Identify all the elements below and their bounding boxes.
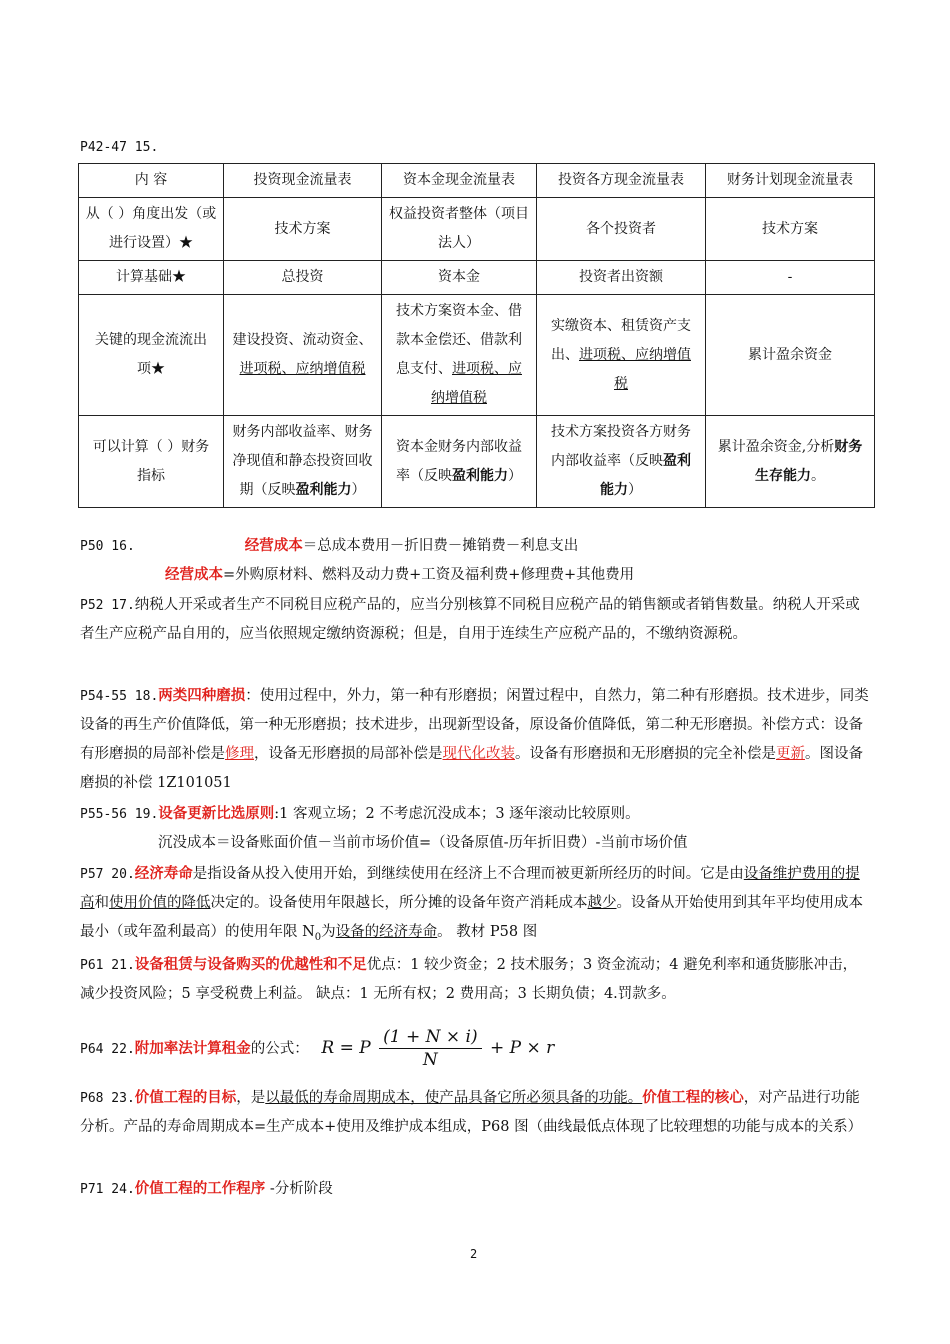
note-19: [80, 799, 870, 829]
note-text: ，是: [236, 1090, 266, 1106]
underlined-text: 以最低的寿命周期成本，使产品具备它所必须具备的功能。: [265, 1090, 643, 1106]
note-text: 是指设备从投入使用开始，到继续使用在经济上不合理而被更新所经历的时间。它是由: [192, 866, 744, 882]
cell-text: 建设投资、流动资金、: [232, 332, 373, 348]
formula-denominator: N: [422, 1050, 438, 1070]
table-header-cell: 投资现金流量表: [224, 164, 382, 198]
note-text: 决定的。设备使用年限越长，所分摊的设备年资产消耗成本: [210, 895, 588, 911]
note-ref: P71 24.: [80, 1182, 135, 1197]
highlight-term: 修理: [225, 746, 254, 762]
table-cell: 权益投资者整体（项目法人）: [382, 198, 537, 261]
key-term: 经营成本: [244, 537, 303, 554]
table-cell: [224, 295, 382, 416]
page-number: 2: [470, 1247, 478, 1261]
key-term: 经济寿命: [134, 865, 193, 882]
note-text: 优点：1 较少资金；2 技术服务；3 资金流动；4 避免利率和通货膨胀冲击，减少投资风险；5 享受税费上利益。 缺点：1 无所有权；2 费用高；3 长期负债；4.罚款多。: [80, 957, 858, 1002]
formula-lhs: R = P: [321, 1038, 371, 1058]
table-cell: -: [706, 261, 875, 295]
note-text: 。设备从开始使用到其年平均使用成本最小（或年盈利最高）的使用年限 N: [80, 895, 863, 940]
note-ref: P61 21.: [80, 958, 135, 973]
cell-text: ）: [351, 482, 366, 498]
note-text: 沉没成本＝设备账面价值－当前市场价值=（设备原值-历年折旧费）-当前市场价值: [158, 835, 688, 851]
note-ref: P64 22.: [80, 1042, 135, 1057]
note-text: 和: [94, 895, 109, 911]
table-cell: 计算基础★: [79, 261, 224, 295]
table-cell: 关键的现金流流出项★: [79, 295, 224, 416]
formula-fraction: [379, 1026, 482, 1071]
cell-text: ）: [628, 482, 642, 498]
table-row: [79, 295, 875, 416]
note-20: [80, 859, 870, 952]
formula-numerator: (1 + N × i): [379, 1026, 482, 1049]
note-text: 。 教材 P58 图: [437, 924, 538, 940]
table-cell: [382, 416, 537, 508]
table-cell: [382, 295, 537, 416]
underlined-text: 使用价值的降低: [109, 895, 211, 911]
note-ref: P52 17.: [80, 598, 135, 613]
underlined-text: 设备的经济寿命: [335, 924, 438, 940]
note-text: ＝总成本费用－折旧费－摊销费－利息支出: [302, 538, 579, 554]
underlined-text: 越少: [587, 895, 617, 911]
key-term: 设备租赁与设备购买的优越性和不足: [134, 956, 367, 973]
bold-text: 盈利能力: [452, 467, 508, 484]
table-header-row: [79, 164, 875, 198]
cell-text: 。: [811, 467, 825, 484]
note-ref: P68 23.: [80, 1091, 135, 1106]
table-cell: 技术方案: [706, 198, 875, 261]
note-text: =外购原材料、燃料及动力费+工资及福利费+修理费+其他费用: [223, 567, 635, 583]
underlined-text: 进项税、应纳增值税: [579, 346, 691, 392]
table-cell: 累计盈余资金: [706, 295, 875, 416]
cell-text: 技术方案投资各方财务内部收益率（反映: [551, 424, 691, 469]
note-ref: P55-56 19.: [80, 807, 159, 822]
table-header-cell: 资本金现金流量表: [382, 164, 537, 198]
key-term: 价值工程的目标: [134, 1089, 237, 1106]
note-text: 。图设备磨损的补偿 1Z101051: [80, 746, 863, 791]
cell-text: 实缴资本、租赁资产支出、: [551, 317, 691, 363]
subscript: 0: [314, 931, 322, 943]
bold-text: 盈利能力: [295, 482, 352, 498]
note-19-line2: [80, 829, 870, 858]
note-23: [80, 1083, 870, 1142]
note-text: ，设备无形磨损的局部补偿是: [254, 746, 443, 762]
note-16: [80, 531, 870, 561]
cell-text: ）: [508, 467, 522, 484]
key-term: 附加率法计算租金: [134, 1040, 251, 1057]
note-21: [80, 950, 870, 1009]
note-text: 纳税人开采或者生产不同税目应税产品的，应当分别核算不同税目应税产品的销售额或者销售数量。纳税人开采或者生产应税产品自用的，应当依照规定缴纳资源税；但是，自用于连续生产应税产品的，不缴纳资源税。: [80, 597, 860, 642]
table-cell: 总投资: [224, 261, 382, 295]
formula-rhs: + P × r: [490, 1038, 555, 1058]
cash-flow-comparison-table: [78, 163, 875, 508]
table-row: [79, 198, 875, 261]
key-term: 两类四种磨损: [158, 687, 246, 704]
table-reference: P42-47 15.: [80, 140, 159, 155]
underlined-text: 进项税、应纳增值税: [239, 361, 366, 377]
cell-text: 资本金财务内部收益率（反映: [396, 438, 522, 484]
table-cell: 投资者出资额: [537, 261, 706, 295]
note-22: [80, 1021, 870, 1077]
highlight-term: 现代化改装: [442, 746, 515, 762]
key-term: 价值工程的核心: [642, 1089, 744, 1106]
table-row: [79, 416, 875, 508]
note-text: ，对产品进行功能分析。产品的寿命周期成本=生产成本+使用及维护成本组成，P68 图（曲线最低点体现了比较理想的功能与成本的关系）: [80, 1090, 863, 1135]
note-text: -分析阶段: [265, 1181, 333, 1197]
key-term: 设备更新比选原则: [158, 805, 275, 822]
note-text: 为: [321, 924, 336, 940]
table-header-cell: 投资各方现金流量表: [537, 164, 706, 198]
table-cell: 技术方案: [224, 198, 382, 261]
cell-text: 财务内部收益率、财务净现值和静态投资回收期（反映: [232, 424, 373, 498]
note-18: [80, 681, 870, 798]
note-16-line2: [80, 560, 870, 590]
table-cell: [537, 295, 706, 416]
table-cell: 各个投资者: [537, 198, 706, 261]
bold-text: 财务生存能力: [755, 438, 863, 484]
cell-text: 累计盈余资金,分析: [717, 438, 835, 455]
note-17: [80, 591, 870, 649]
key-term: 经营成本: [165, 566, 223, 583]
note-ref: P50 16.: [80, 539, 135, 554]
table-cell: [224, 416, 382, 508]
table-cell: 可以计算（ ）财务指标: [79, 416, 224, 508]
table-header-cell: 财务计划现金流量表: [706, 164, 875, 198]
note-text: ：使用过程中，外力，第一种有形磨损；闲置过程中，自然力，第二种有形磨损。技术进步，同类设备的再生产价值降低，第一种无形磨损；技术进步，出现新型设备，原设备价值降低，第二种无形磨损。补偿方式：设备有形磨损的局部补偿是: [80, 688, 869, 762]
table-cell: 从（ ）角度出发（或进行设置）★: [79, 198, 224, 261]
underlined-text: 设备维护费用的提高: [80, 866, 860, 911]
underlined-text: 进项税、应纳增值税: [431, 361, 522, 406]
note-text: :1 客观立场；2 不考虑沉没成本；3 逐年滚动比较原则。: [274, 806, 640, 822]
table-cell: [706, 416, 875, 508]
note-24: [80, 1174, 870, 1204]
note-text: 。设备有形磨损和无形磨损的完全补偿是: [515, 746, 776, 762]
note-ref: P57 20.: [80, 867, 135, 882]
note-ref: P54-55 18.: [80, 689, 159, 704]
table-cell: 资本金: [382, 261, 537, 295]
table-row: [79, 261, 875, 295]
highlight-term: 更新: [776, 746, 805, 762]
bold-text: 盈利能力: [600, 453, 691, 498]
cell-text: 技术方案资本金、借款本金偿还、借款利息支付、: [396, 303, 522, 377]
note-text: 的公式：: [250, 1041, 309, 1057]
table-header-cell: 内 容: [79, 164, 224, 198]
table-cell: [537, 416, 706, 508]
key-term: 价值工程的工作程序: [134, 1180, 266, 1197]
